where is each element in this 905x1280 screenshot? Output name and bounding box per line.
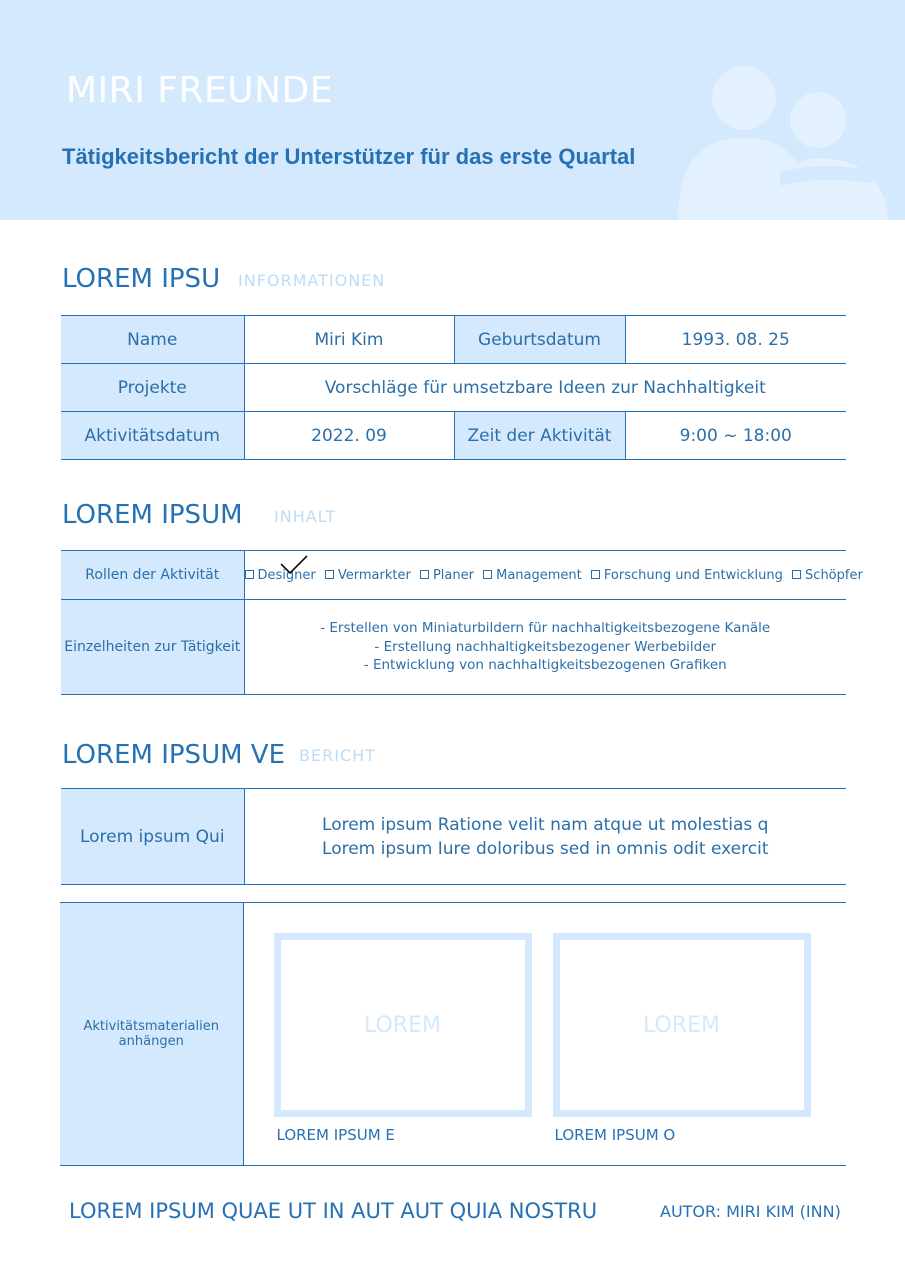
date-value: 2022. 09 <box>244 412 454 460</box>
attachment-placeholder: LOREM <box>364 1012 441 1038</box>
table-row <box>61 316 846 364</box>
name-label: Name <box>61 316 244 364</box>
role-label: Management <box>496 567 582 583</box>
role-label: Vermarkter <box>337 567 411 583</box>
info-table <box>61 315 846 460</box>
content-table <box>61 550 863 695</box>
role-checkbox[interactable] <box>420 570 429 579</box>
table-row <box>61 551 846 600</box>
details-label: Einzelheiten zur Tätigkeit <box>61 600 244 695</box>
role-checkbox[interactable] <box>245 570 254 579</box>
report-cell <box>244 789 846 885</box>
time-label: Zeit der Aktivität <box>454 412 625 460</box>
footer-text: LOREM IPSUM QUAE UT IN AUT AUT QUIA NOSTRU <box>69 1199 598 1223</box>
table-row <box>61 364 846 412</box>
report-line: Lorem ipsum Ratione velit nam atque ut molestias q <box>322 814 769 835</box>
role-label: Schöpfer <box>805 567 863 583</box>
people-icon <box>668 60 898 220</box>
detail-line: - Erstellen von Miniaturbildern für nachhaltigkeitsbezogene Kanäle <box>320 620 771 637</box>
table-row <box>61 412 846 460</box>
table-row <box>60 903 846 1166</box>
attachments-cell <box>243 903 846 1166</box>
page-title: MIRI FREUNDE <box>66 70 333 111</box>
role-checkbox[interactable] <box>483 570 492 579</box>
project-value: Vorschläge für umsetzbare Ideen zur Nachhaltigkeit <box>244 364 846 412</box>
birth-label: Geburtsdatum <box>454 316 625 364</box>
details-cell <box>244 600 846 695</box>
report-table <box>61 788 846 885</box>
detail-line: - Erstellung nachhaltigkeitsbezogener Werbebilder <box>374 638 717 655</box>
role-checkbox[interactable] <box>325 570 334 579</box>
attachment-caption: LOREM IPSUM E <box>276 1126 395 1144</box>
name-value: Miri Kim <box>244 316 454 364</box>
roles-list <box>245 567 863 583</box>
section-sub-report: BERICHT <box>299 746 376 765</box>
birth-value: 1993. 08. 25 <box>625 316 846 364</box>
roles-label: Rollen der Aktivität <box>61 551 244 600</box>
section-sub-info: INFORMATIONEN <box>238 271 386 290</box>
header-banner <box>0 0 905 220</box>
role-label: Designer <box>257 567 316 583</box>
roles-cell <box>244 551 863 600</box>
attachment-caption: LOREM IPSUM O <box>554 1126 676 1144</box>
role-label: Planer <box>432 567 474 583</box>
checkmark-icon <box>279 554 309 576</box>
table-row <box>61 789 846 885</box>
section-heading-info: LOREM IPSU <box>62 264 221 294</box>
role-checkbox[interactable] <box>591 570 600 579</box>
report-line: Lorem ipsum Iure doloribus sed in omnis odit exercit <box>322 838 769 859</box>
section-heading-report: LOREM IPSUM VE <box>62 740 286 770</box>
table-row <box>61 600 846 695</box>
detail-line: - Entwicklung von nachhaltigkeitsbezogenen Grafiken <box>363 657 727 674</box>
role-checkbox[interactable] <box>792 570 801 579</box>
project-label: Projekte <box>61 364 244 412</box>
role-label: Forschung und Entwicklung <box>603 567 783 583</box>
report-label: Lorem ipsum Qui <box>61 789 244 885</box>
attachments-label: Aktivitätsmaterialien anhängen <box>60 903 243 1166</box>
section-heading-content: LOREM IPSUM <box>62 500 243 530</box>
attachment-placeholder: LOREM <box>643 1012 720 1038</box>
attachments-area <box>244 903 847 1165</box>
attachment-slot[interactable] <box>553 933 811 1117</box>
time-value: 9:00 ~ 18:00 <box>625 412 846 460</box>
date-label: Aktivitätsdatum <box>61 412 244 460</box>
attachments-table <box>60 902 846 1166</box>
section-sub-content: INHALT <box>274 507 337 526</box>
page-subtitle: Tätigkeitsbericht der Unterstützer für das erste Quartal <box>62 144 636 169</box>
attachment-slot[interactable] <box>274 933 532 1117</box>
author-label: AUTOR: MIRI KIM (INN) <box>660 1202 841 1221</box>
